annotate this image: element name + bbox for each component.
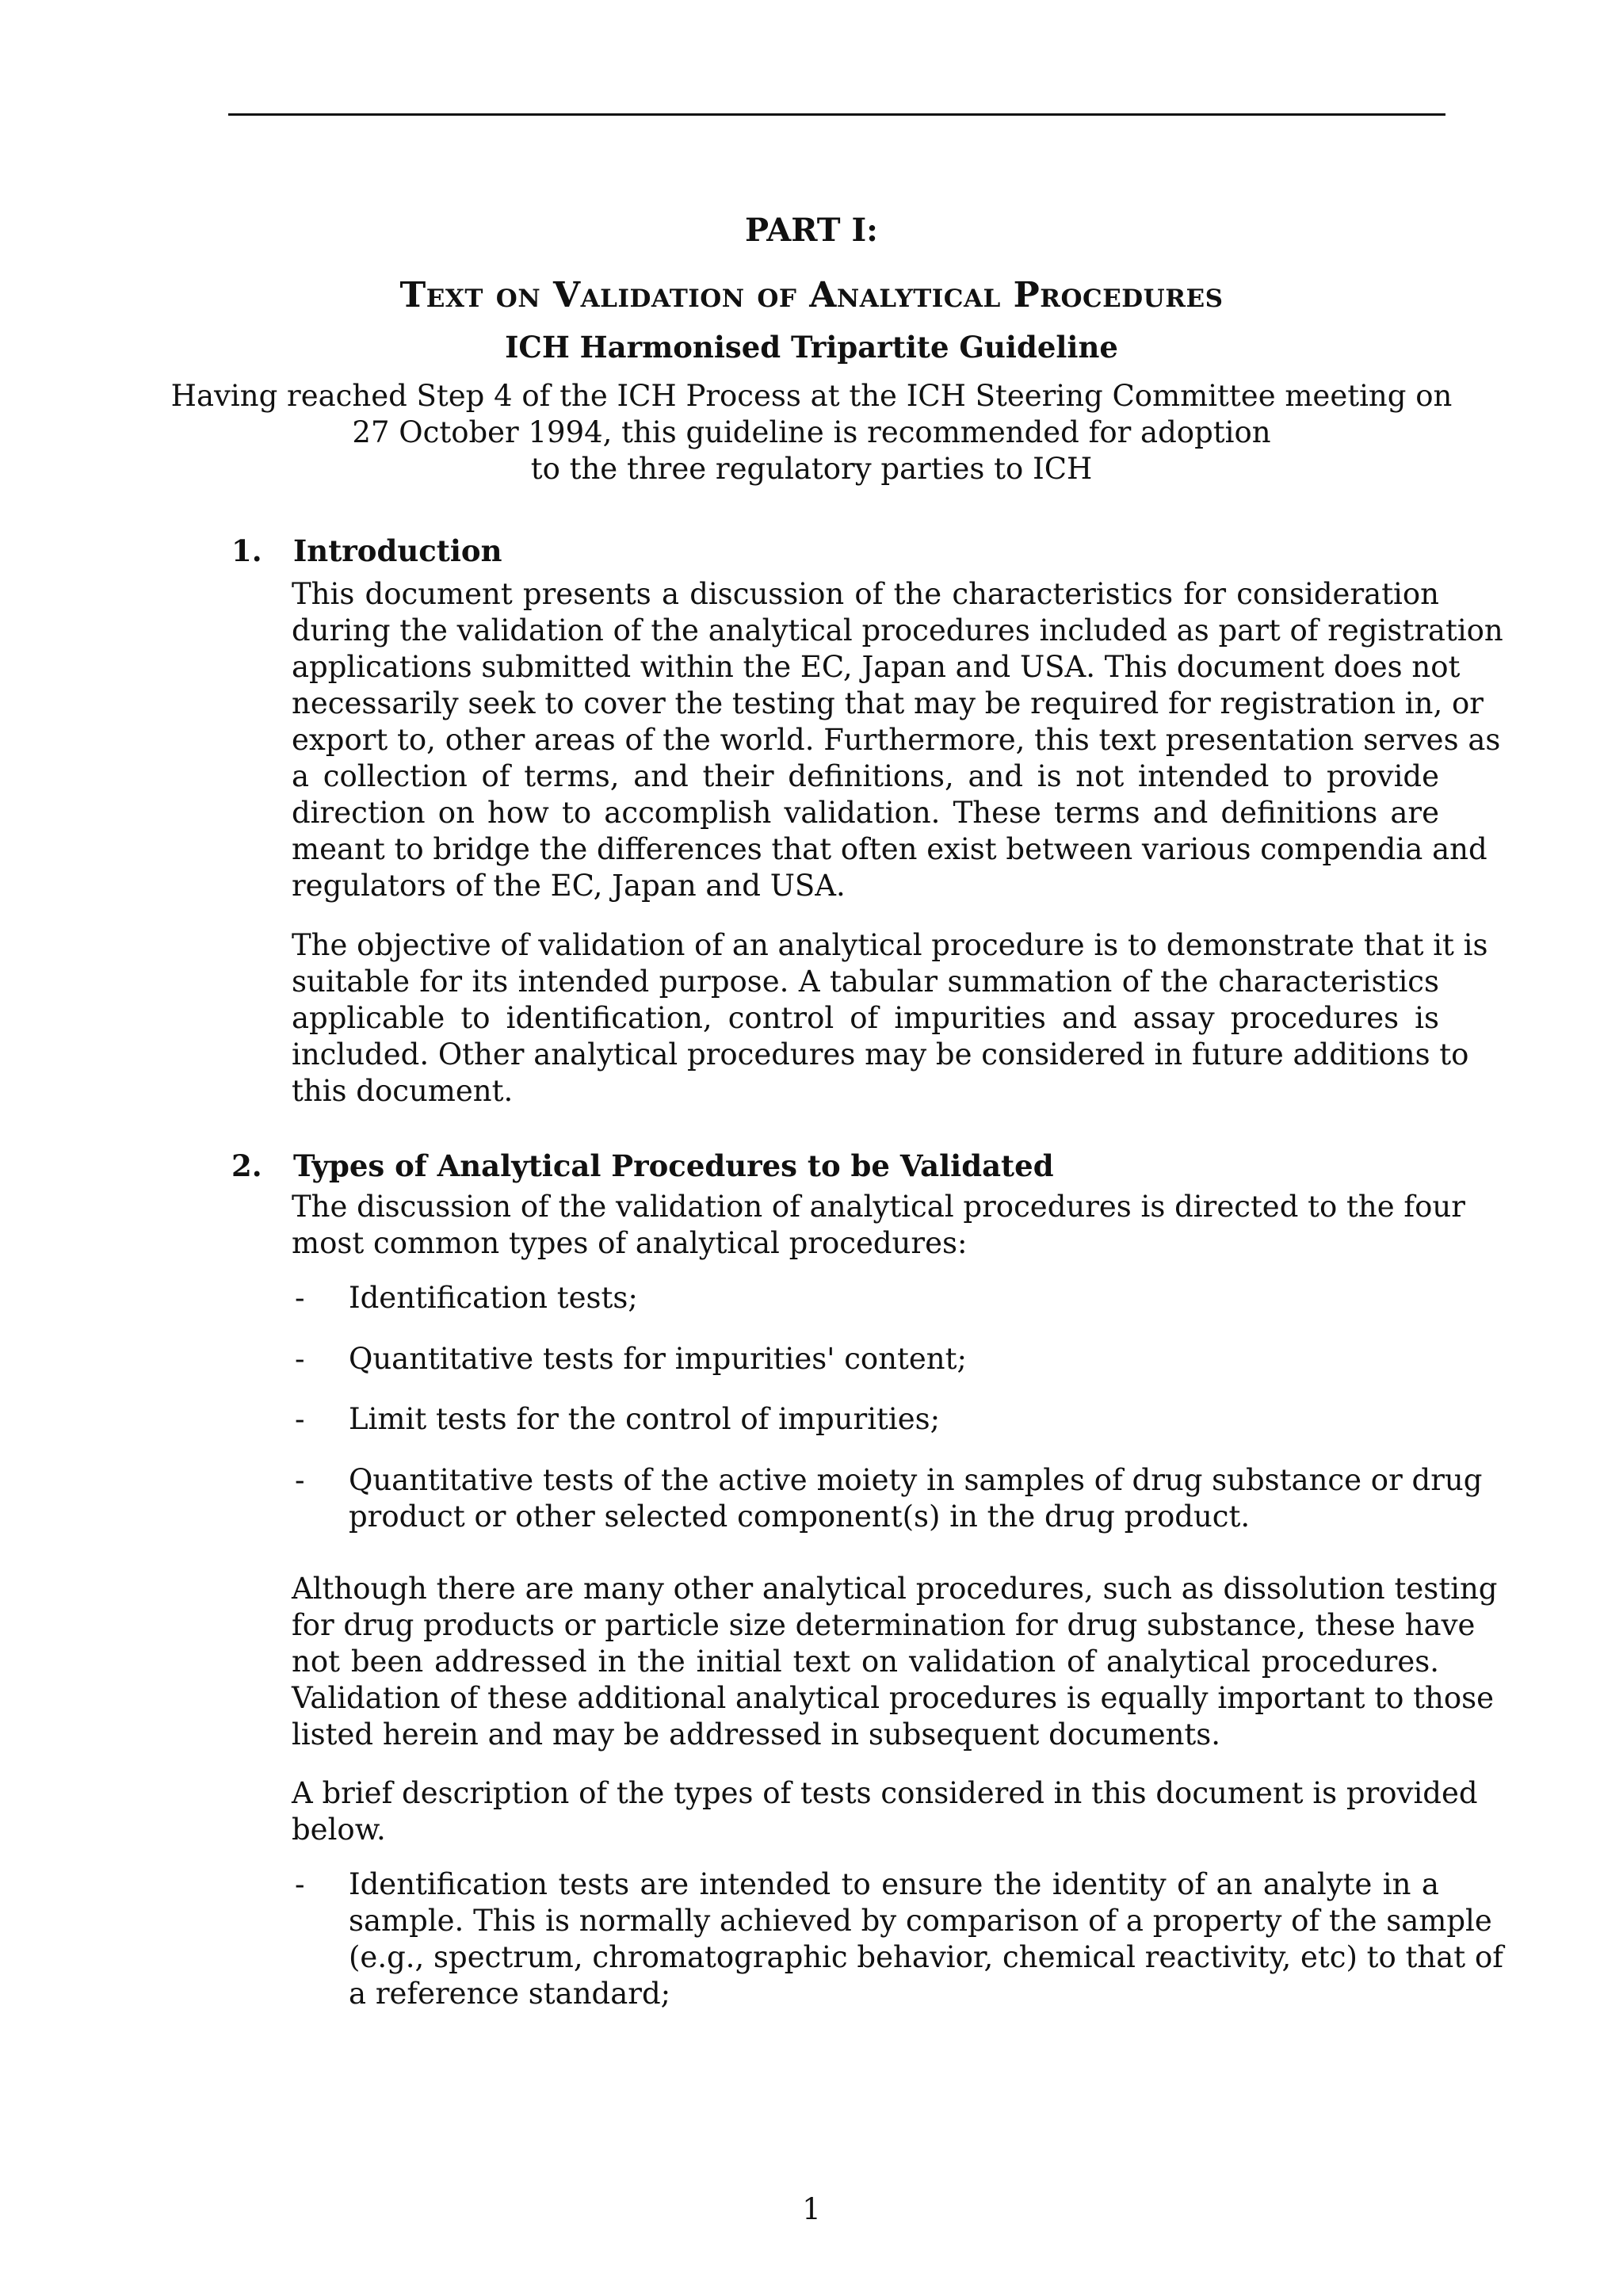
adoption-line: Having reached Step 4 of the ICH Process at the ICH Steering Committee meeting on [170,379,1453,413]
page-number: 1 [802,2192,821,2226]
text-line: This document presents a discussion of the characteristics for consideration [292,577,1439,611]
list-item [292,1341,1439,1377]
section-1-title: Introduction [293,533,502,568]
introduction-paragraph-1 [292,576,1503,904]
text-line: meant to bridge the differences that often exist between various compendia and [292,832,1487,866]
text-line: sample. This is normally achieved by comparison of a property of the sample [349,1904,1492,1938]
bullet-dash: - [295,1463,305,1497]
bullet-dash: - [295,1867,305,1901]
text-line: Identification tests; [349,1281,638,1315]
text-line: most common types of analytical procedures: [292,1226,968,1260]
guideline-subtitle: ICH Harmonised Tripartite Guideline [505,330,1118,365]
text-line: A brief description of the types of tests considered in this document is provided [292,1776,1478,1810]
section-1-number: 1. [231,533,262,568]
text-line: The objective of validation of an analytical procedure is to demonstrate that it is [292,928,1488,962]
text-line: The discussion of the validation of analytical procedures is directed to the four [292,1190,1465,1224]
text-line: for drug products or particle size determination for drug substance, these have [292,1608,1476,1642]
text-line: applicable to identification, control of impurities and assay procedures is [292,1001,1439,1035]
text-line: direction on how to accomplish validation. These terms and definitions are [292,796,1439,830]
bullet-dash: - [295,1281,305,1315]
text-line: Validation of these additional analytical procedures is equally important to those [292,1681,1495,1715]
list-item [292,1462,1483,1535]
text-line: a reference standard; [349,1977,671,2011]
text-line: Quantitative tests for impurities' content; [349,1342,967,1376]
adoption-line: 27 October 1994, this guideline is recommended for adoption [352,415,1271,449]
text-line: during the validation of the analytical procedures included as part of registration [292,613,1503,648]
bullet-dash: - [295,1402,305,1436]
text-line: (e.g., spectrum, chromatographic behavior, chemical reactivity, etc) to that of [349,1940,1503,1974]
adoption-statement [0,378,1623,487]
adoption-line: to the three regulatory parties to ICH [530,452,1093,486]
text-line: Identification tests are intended to ensure the identity of an analyte in a [349,1867,1439,1901]
list-item [292,1866,1503,2012]
header-rule [228,113,1445,116]
section-2-number: 2. [231,1148,262,1183]
text-line: this document. [292,1074,514,1108]
text-line: regulators of the EC, Japan and USA. [292,869,846,903]
section-2-intro [292,1189,1465,1262]
text-line: applications submitted within the EC, Japan and USA. This document does not [292,650,1461,684]
text-line: included. Other analytical procedures may be considered in future additions to [292,1037,1469,1072]
text-line: suitable for its intended purpose. A tabular summation of the characteristics [292,965,1439,999]
text-line: Limit tests for the control of impurities; [349,1402,941,1436]
text-line: listed herein and may be addressed in subsequent documents. [292,1717,1221,1752]
text-line: export to, other areas of the world. Furthermore, this text presentation serves as [292,723,1501,757]
part-title: PART I: [745,212,878,249]
section-1-heading [231,533,502,569]
section-2-title: Types of Analytical Procedures to be Validated [293,1148,1054,1183]
text-line: Although there are many other analytical procedures, such as dissolution testing [292,1572,1498,1606]
section-2-paragraph-other [292,1571,1498,1753]
bullet-dash: - [295,1342,305,1376]
text-line: necessarily seek to cover the testing that may be required for registration in, or [292,686,1484,720]
text-line: below. [292,1813,386,1847]
introduction-paragraph-2 [292,927,1488,1110]
text-line: a collection of terms, and their definitions, and is not intended to provide [292,759,1439,793]
list-item [292,1401,1439,1438]
list-item [292,1280,1439,1316]
text-line: product or other selected component(s) in the drug product. [349,1499,1251,1534]
document-title: Text on Validation of Analytical Procedures [399,275,1224,315]
section-2-heading [231,1148,1054,1184]
text-line: not been addressed in the initial text on validation of analytical procedures. [292,1645,1439,1679]
text-line: Quantitative tests of the active moiety in samples of drug substance or drug [349,1463,1483,1497]
section-2-paragraph-brief [292,1775,1478,1848]
